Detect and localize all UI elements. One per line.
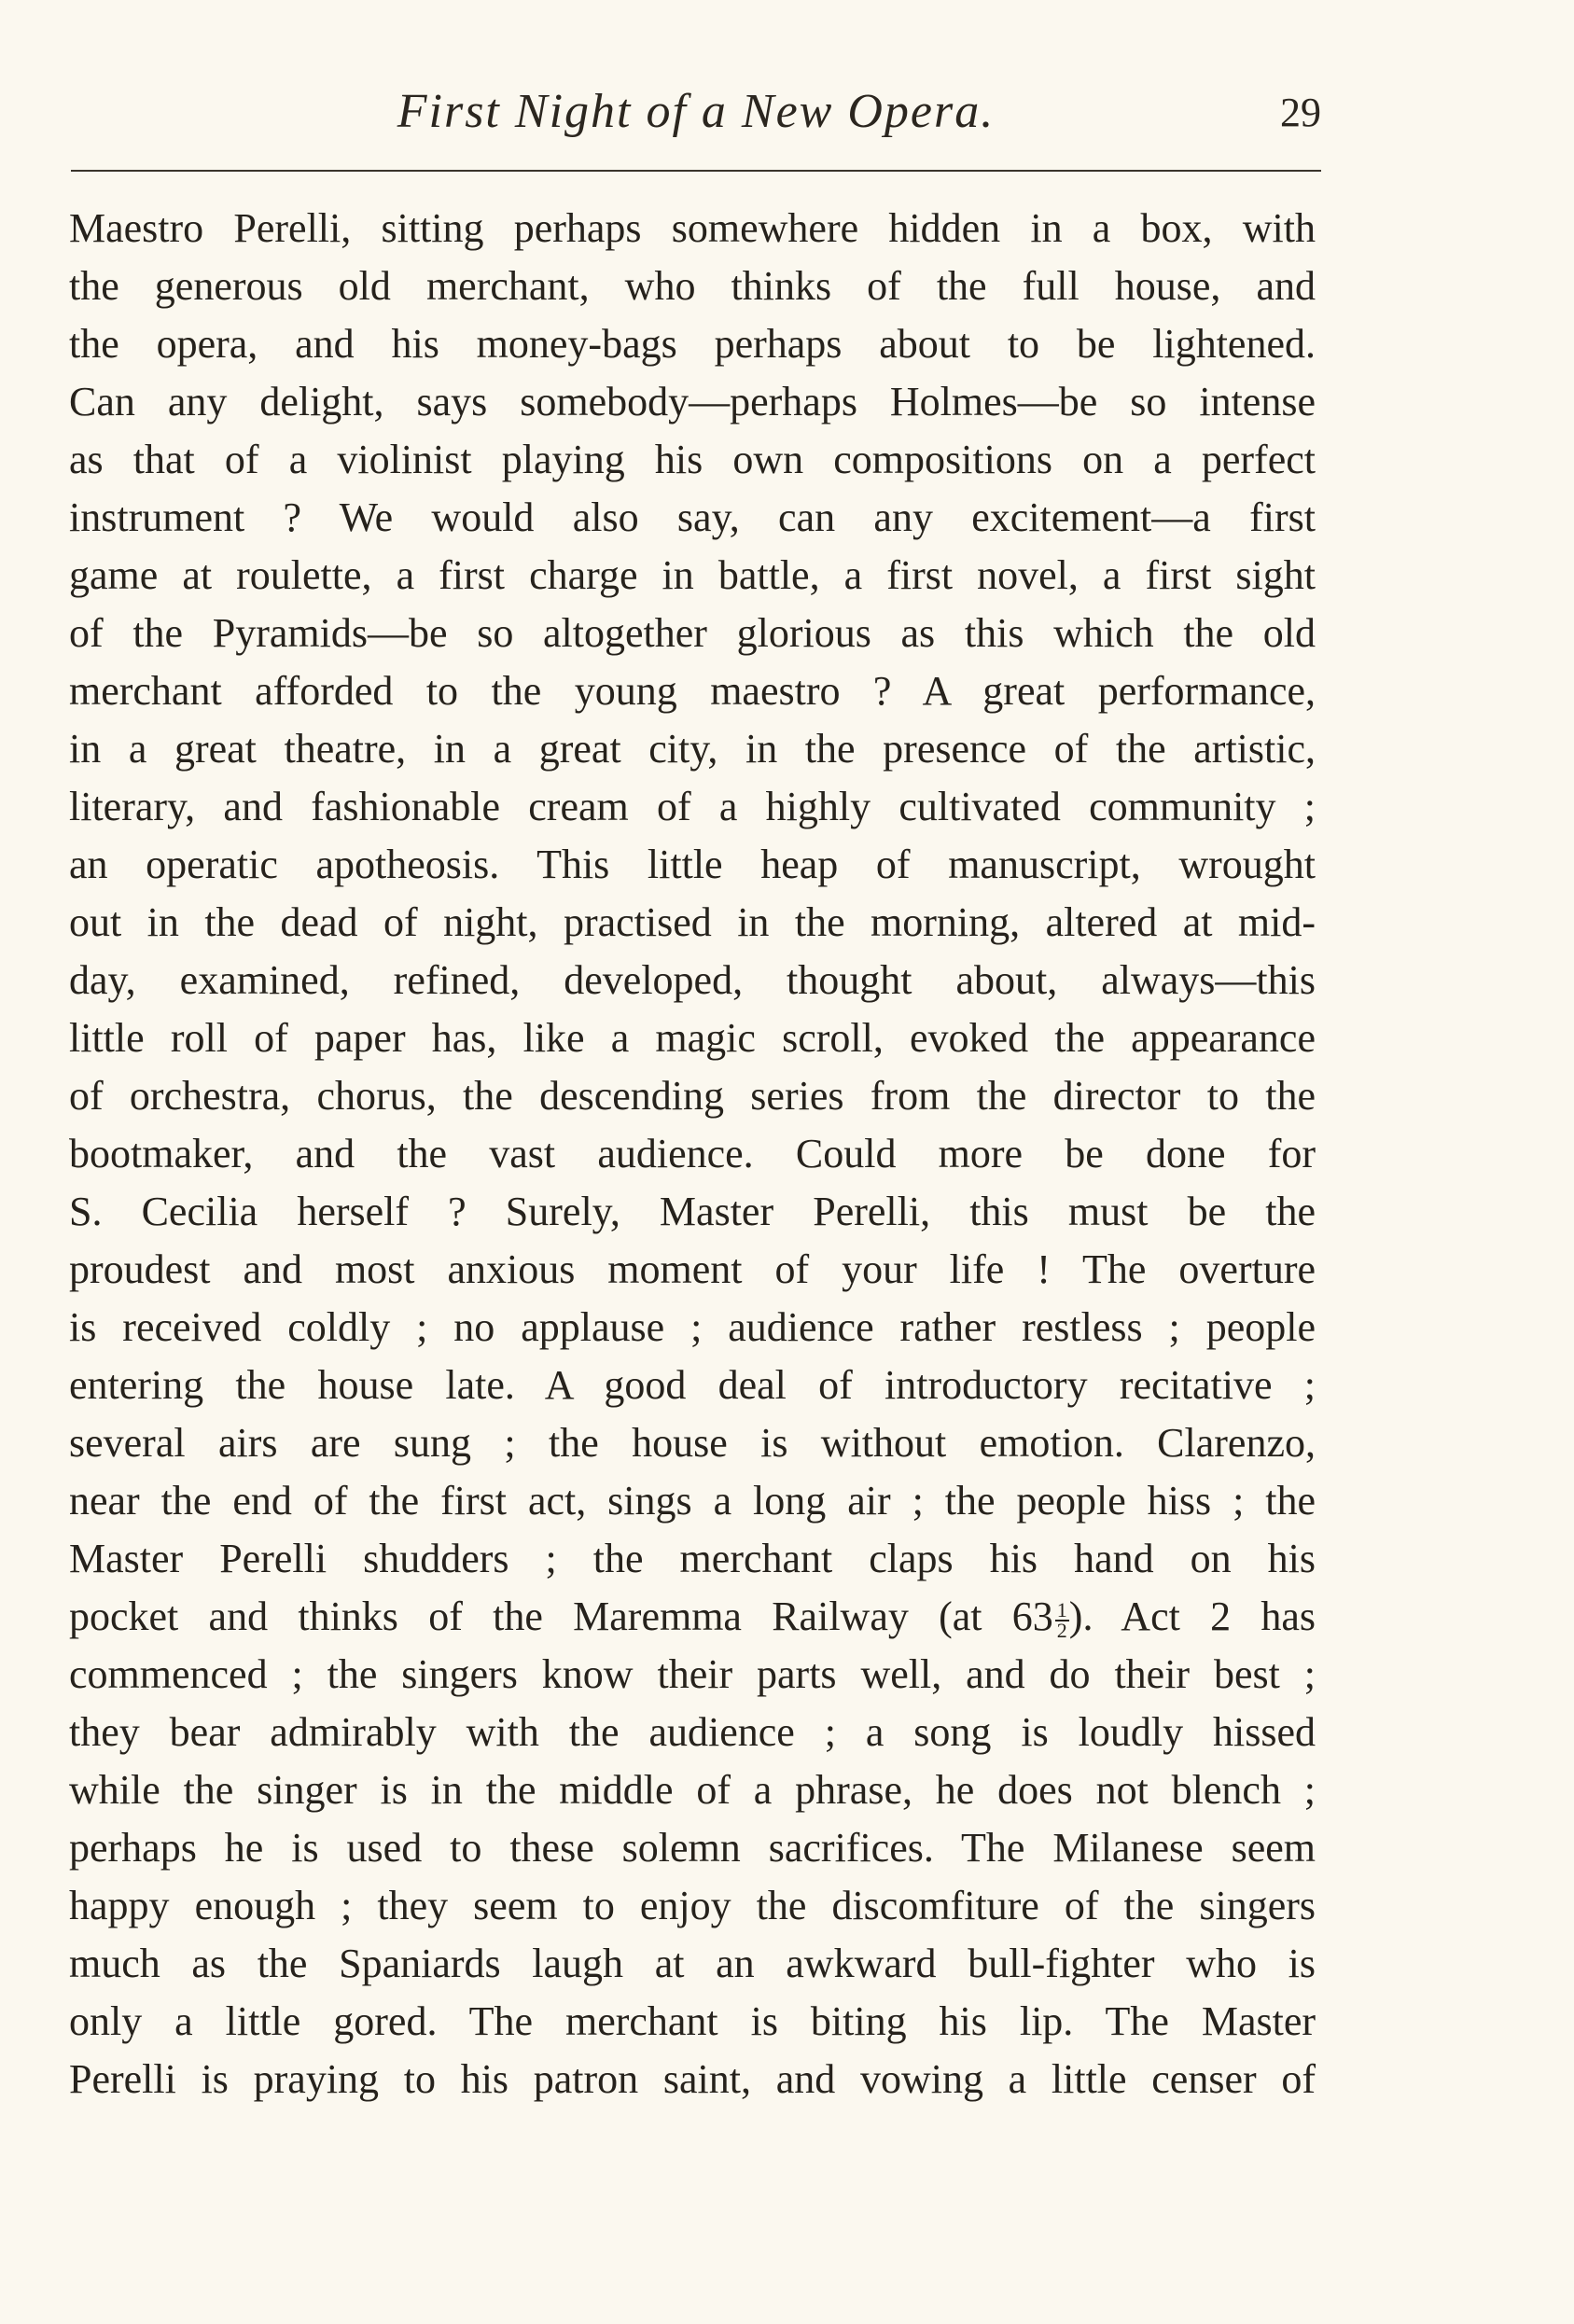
text-line: S. Cecilia herself ? Surely, Master Perelli, this must be the bbox=[69, 1189, 1316, 1234]
body-text bbox=[69, 200, 1316, 2108]
text-line: proudest and most anxious moment of your life ! The overture bbox=[69, 1246, 1316, 1292]
header-rule bbox=[71, 170, 1321, 172]
text-line: merchant afforded to the young maestro ? A great performance, bbox=[69, 668, 1316, 714]
text-line: bootmaker, and the vast audience. Could more be done for bbox=[69, 1131, 1316, 1176]
fraction-denominator: 2 bbox=[1056, 1618, 1067, 1642]
text-line: Perelli is praying to his patron saint, and vowing a little censer of bbox=[69, 2056, 1316, 2102]
text-line: Master Perelli shudders ; the merchant claps his hand on his bbox=[69, 1536, 1316, 1581]
text-line: in a great theatre, in a great city, in the presence of the artistic, bbox=[69, 726, 1316, 772]
text-line: of the Pyramids—be so altogether glorious as this which the old bbox=[69, 610, 1316, 656]
text-line: as that of a violinist playing his own compositions on a perfect bbox=[69, 437, 1316, 482]
fraction-line-tail: ). Act 2 has bbox=[1068, 1593, 1316, 1639]
text-line: out in the dead of night, practised in the morning, altered at mid- bbox=[69, 899, 1316, 945]
text-line: game at roulette, a first charge in battle, a first novel, a first sight bbox=[69, 552, 1316, 598]
fraction-line-text: pocket and thinks of the Maremma Railway (at 63 bbox=[69, 1593, 1053, 1639]
text-line: of orchestra, chorus, the descending series from the director to the bbox=[69, 1073, 1316, 1119]
text-line: the generous old merchant, who thinks of the full house, and bbox=[69, 263, 1316, 309]
fraction-numerator: 1 bbox=[1056, 1597, 1067, 1621]
text-line: much as the Spaniards laugh at an awkward bull-fighter who is bbox=[69, 1941, 1316, 1986]
text-line: entering the house late. A good deal of introductory recitative ; bbox=[69, 1362, 1316, 1408]
text-line: several airs are sung ; the house is without emotion. Clarenzo, bbox=[69, 1420, 1316, 1466]
text-line: an operatic apotheosis. This little heap of manuscript, wrought bbox=[69, 842, 1316, 887]
text-line: day, examined, refined, developed, thought about, always—this bbox=[69, 957, 1316, 1003]
text-line: instrument ? We would also say, can any excitement—a first bbox=[69, 494, 1316, 540]
running-head bbox=[71, 84, 1321, 149]
text-line: little roll of paper has, like a magic scroll, evoked the appearance bbox=[69, 1015, 1316, 1061]
text-line: happy enough ; they seem to enjoy the discomfiture of the singers bbox=[69, 1883, 1316, 1928]
text-line: Maestro Perelli, sitting perhaps somewhere hidden in a box, with bbox=[69, 205, 1316, 251]
text-line: they bear admirably with the audience ; a song is loudly hissed bbox=[69, 1709, 1316, 1755]
text-line: is received coldly ; no applause ; audience rather restless ; people bbox=[69, 1304, 1316, 1350]
text-line: while the singer is in the middle of a phrase, he does not blench ; bbox=[69, 1767, 1316, 1813]
fraction bbox=[1055, 1597, 1069, 1642]
text-line: near the end of the first act, sings a long air ; the people hiss ; the bbox=[69, 1478, 1316, 1524]
text-line: Can any delight, says somebody—perhaps Holmes—be so intense bbox=[69, 379, 1316, 424]
running-title: First Night of a New Opera. bbox=[397, 85, 996, 138]
text-line: only a little gored. The merchant is biting his lip. The Master bbox=[69, 1998, 1316, 2044]
text-line: perhaps he is used to these solemn sacrifices. The Milanese seem bbox=[69, 1825, 1316, 1871]
text-line: the opera, and his money-bags perhaps about to be lightened. bbox=[69, 321, 1316, 367]
text-line-with-fraction bbox=[69, 1588, 1316, 1646]
text-line: commenced ; the singers know their parts well, and do their best ; bbox=[69, 1651, 1316, 1697]
page-number: 29 bbox=[1280, 90, 1321, 135]
text-line: literary, and fashionable cream of a highly cultivated community ; bbox=[69, 784, 1316, 829]
